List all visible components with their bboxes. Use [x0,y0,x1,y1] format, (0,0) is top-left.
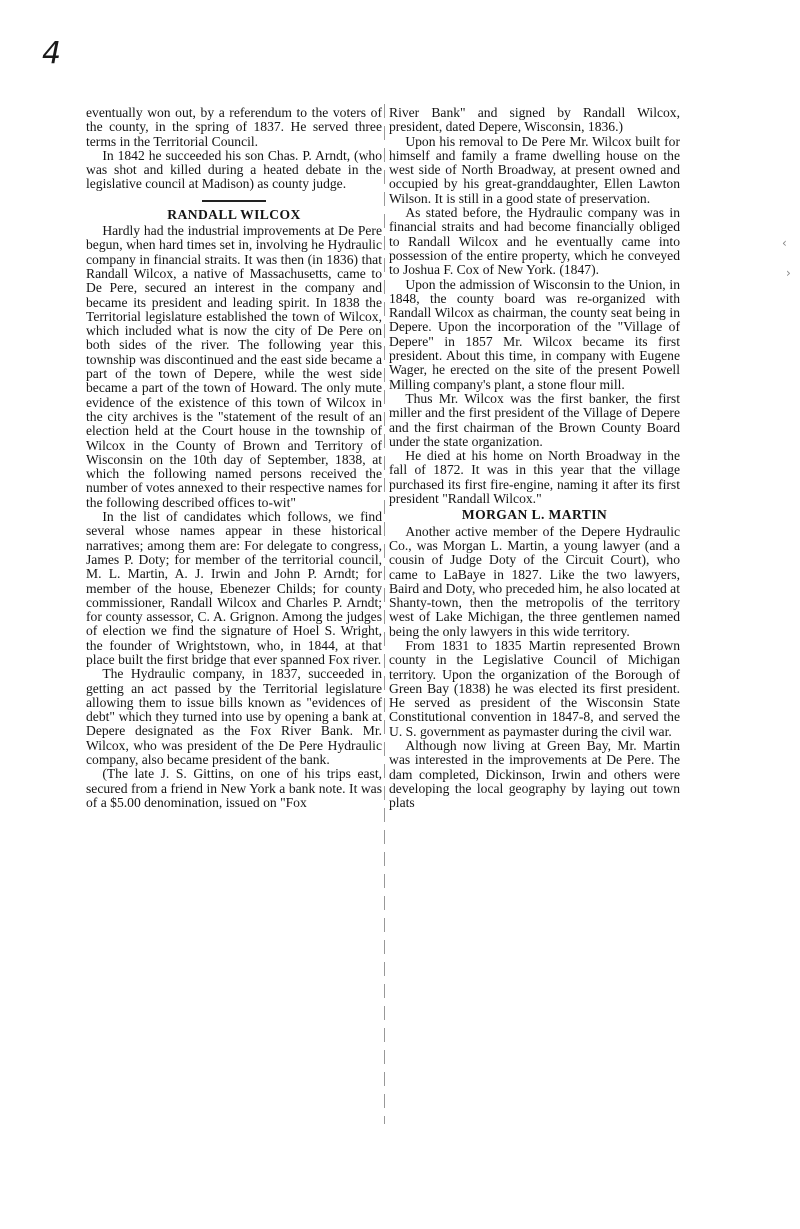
paragraph: Upon his removal to De Pere Mr. Wilcox built for himself and family a frame dwelling house on the west side of North Broadway, at present owned and occupied by his great-granddaughter, Ellen Lawton Wilson. It is still in a good state of preservation. [389,133,680,206]
paragraph: The Hydraulic company, in 1837, succeeded in getting an act passed by the Territorial legislature allowing them to issue bills known as "evidences of debt" which they turned into use by opening a bank at Depere designated as the Fox River Bank. Mr. Wilcox, who was president of the De Pere Hydraulic company, also became president of the bank. [86,666,382,768]
margin-tick: ‹ [782,236,787,250]
paragraph: In the list of candidates which follows, we find several whose names appear in these historical narratives; among them are: For delegate to congress, James P. Doty; for member of the territorial council, M. L. Martin, A. J. Irwin and John P. Arndt; for member of the house, Ebenezer Childs; for county commissioner, Randall Wilcox and Charles P. Arndt; for county assessor, C. A. Grignon. Among the judges of election we find the signature of Hoel S. Wright, the founder of Wrightstown, who, in 1844, at that place built the first bridge that ever spanned Fox river. [86,509,382,667]
paragraph: Upon the admission of Wisconsin to the Union, in 1848, the county board was re-organized with Randall Wilcox as chairman, the county seat being in Depere. Upon the incorporation of the "Village of Depere" in 1857 Mr. Wilcox became its first president. About this time, in company with Eugene Wager, he erected on the site of the present Powell Milling company's plant, a stone flour mill. [389,276,680,392]
right-column [389,106,680,811]
column-divider [384,104,385,1124]
paragraph: As stated before, the Hydraulic company was in financial straits and had become financially obliged to Randall Wilcox and he eventually came into possession of the entire property, which he conveyed to Joshua F. Cox of New York. (1847). [389,205,680,278]
page-number: 4 [42,36,62,71]
paragraph: Thus Mr. Wilcox was the first banker, the first miller and the first president of the Village of Depere and the first chairman of the Brown County Board under the state organization. [389,390,680,449]
paragraph: Although now living at Green Bay, Mr. Martin was interested in the improvements at De Pere. The dam completed, Dickinson, Irwin and others were developing the local geography by laying out town plats [389,738,680,811]
paragraph: He died at his home on North Broadway in the fall of 1872. It was in this year that the village purchased its first fire-engine, naming it after its first president "Randall Wilcox." [389,448,680,507]
paragraph: River Bank" and signed by Randall Wilcox, president, dated Depere, Wisconsin, 1836.) [389,105,680,135]
paragraph: (The late J. S. Gittins, on one of his trips east, secured from a friend in New York a bank note. It was of a $5.00 denomination, issued on "Fox [86,766,382,810]
paragraph: eventually won out, by a referendum to the voters of the county, in the spring of 1837. He served three terms in the Territorial Council. [86,105,382,149]
section-divider [202,200,266,202]
left-column [86,106,382,810]
section-heading-morgan-l-martin: MORGAN L. MARTIN [461,507,608,523]
paragraph: In 1842 he succeeded his son Chas. P. Arndt, (who was shot and killed during a heated debate in the legislative council at Madison) as county judge. [86,147,382,192]
section-heading-randall-wilcox: RANDALL WILCOX [167,206,301,222]
paragraph: From 1831 to 1835 Martin represented Brown county in the Legislative Council of Michigan territory. Upon the organization of the Borough of Green Bay (1838) he was elected its first president. He served as president of the Wisconsin State Constitutional convention in 1847-8, and served the U. S. government as paymaster during the civil war. [389,637,680,739]
paragraph: Another active member of the Depere Hydraulic Co., was Morgan L. Martin, a young lawyer (and a cousin of Judge Doty of the Circuit Court), who came to LaBaye in 1827. Like the two lawyers, Baird and Doty, who preceded him, he also located at Shanty-town, then the metropolis of the territory west of Lake Michigan, the three gentlemen named being the only lawyers in this wide territory. [389,523,680,639]
paragraph: Hardly had the industrial improvements at De Pere begun, when hard times set in, involving he Hydraulic company in financial straits. It was then (in 1836) that Randall Wilcox, a native of Massachusetts, came to De Pere, secured an interest in the company and became its president and leading spirit. In 1838 the Territorial legislature established the town of Wilcox, which included what is now the city of De Pere on both sides of the river. The following year this township was discontinued and the east side became a part of the town of Depere, while the west side became a part of the town of Howard. The only mute evidence of the existence of this town of Wilcox in the city archives is the "statement of the result of an election held at the Court house in the township of Wilcox in the County of Brown and Territory of Wisconsin on the 10th day of September, 1838, at which the following named persons received the number of votes annexed to their respective names for the following described offices to-wit" [86,223,382,510]
margin-tick: › [786,266,791,280]
